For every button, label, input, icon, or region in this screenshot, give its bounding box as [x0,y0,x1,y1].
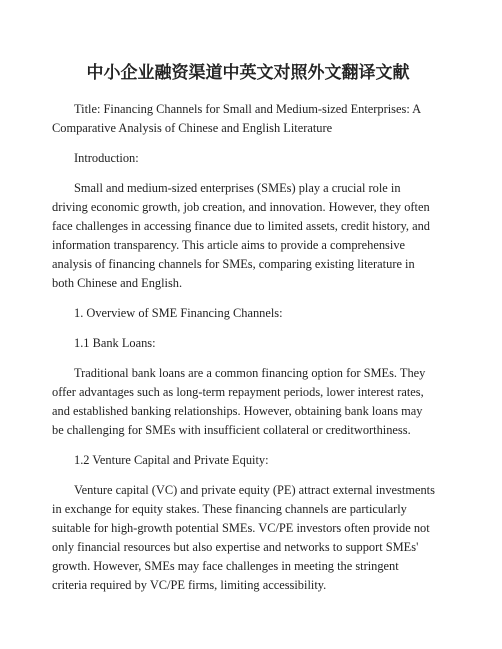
intro-paragraph [52,179,444,293]
intro-line: information transparency. This article aims to provide a comprehensive [52,238,406,252]
document-heading: 中小企业融资渠道中英文对照外文翻译文献 [86,63,410,83]
section1-1-line: be challenging for SMEs with insufficient collateral or creditworthiness. [52,423,411,437]
intro-line: Small and medium-sized enterprises (SMEs) play a crucial role in [74,181,401,195]
section1-2-line: Venture capital (VC) and private equity (PE) attract external investments [74,483,435,497]
intro-line: face challenges in accessing finance due to limited assets, credit history, and [52,219,431,233]
section1-1-line: offer advantages such as long-term repayment periods, lower interest rates, [52,385,424,399]
section1-1-line: and established banking relationships. However, obtaining bank loans may [52,404,423,418]
title-paragraph [52,100,444,138]
section1-2-paragraph [52,481,444,595]
section1-2-line: only financial resources but also expertise and networks to support SMEs' [52,540,419,554]
section1-heading-paragraph [52,304,444,323]
section1-1-line: Traditional bank loans are a common financing option for SMEs. They [74,366,426,380]
intro-heading: Introduction: [74,151,139,165]
document-body [52,100,444,595]
section1-1-heading-paragraph [52,334,444,353]
section1-2-line: criteria required by VC/PE firms, limiting accessibility. [52,578,327,592]
title-line: Comparative Analysis of Chinese and English Literature [52,121,333,135]
section1-2-line: in exchange for equity stakes. These financing channels are particularly [52,502,407,516]
title-line: Title: Financing Channels for Small and Medium-sized Enterprises: A [74,102,422,116]
section1-2-line: growth. However, SMEs may face challenges in meeting the stringent [52,559,399,573]
intro-line: driving economic growth, job creation, and innovation. However, they often [52,200,430,214]
section1-2-heading: 1.2 Venture Capital and Private Equity: [74,453,269,467]
intro-line: analysis of financing channels for SMEs, comparing existing literature in [52,257,415,271]
intro-heading-paragraph [52,149,444,168]
section1-1-heading: 1.1 Bank Loans: [74,336,156,350]
section1-1-paragraph [52,364,444,440]
section1-heading: 1. Overview of SME Financing Channels: [74,306,283,320]
intro-line: both Chinese and English. [52,276,183,290]
section1-2-heading-paragraph [52,451,444,470]
section1-2-line: suitable for high-growth potential SMEs. VC/PE investors often provide not [52,521,430,535]
